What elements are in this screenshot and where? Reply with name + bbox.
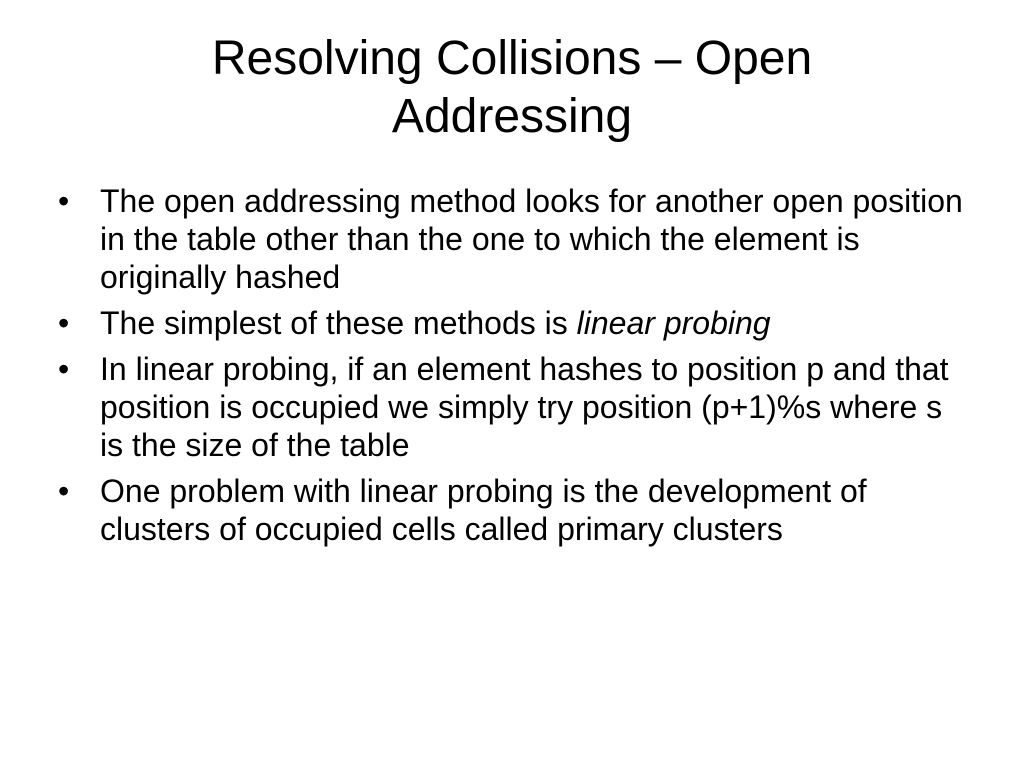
- bullet-icon: •: [58, 183, 70, 219]
- bullet-item-1: [58, 182, 970, 296]
- bullet-item-4: [58, 472, 970, 548]
- bullet-text: In linear probing, if an element hashes to position p and that position is occupied we simply try position (p+1)%s where s is the size of the table: [100, 351, 949, 463]
- bullet-icon: •: [58, 305, 70, 341]
- bullet-text: One problem with linear probing is the development of clusters of occupied cells called primary clusters: [100, 473, 867, 547]
- bullet-item-2: [58, 304, 970, 342]
- bullet-icon: •: [58, 473, 70, 509]
- bullet-text: The simplest of these methods is: [100, 305, 577, 341]
- slide-title-line-2: Addressing: [391, 90, 633, 143]
- bullet-list: [58, 182, 970, 556]
- slide-title: [60, 30, 964, 146]
- bullet-emphasis: linear probing: [576, 305, 771, 341]
- slide-title-line-1: Resolving Collisions – Open: [211, 32, 813, 85]
- bullet-text: The open addressing method looks for another open position in the table other than the one to which the element is originally hashed: [100, 183, 963, 295]
- bullet-item-3: [58, 350, 970, 464]
- bullet-icon: •: [58, 351, 70, 387]
